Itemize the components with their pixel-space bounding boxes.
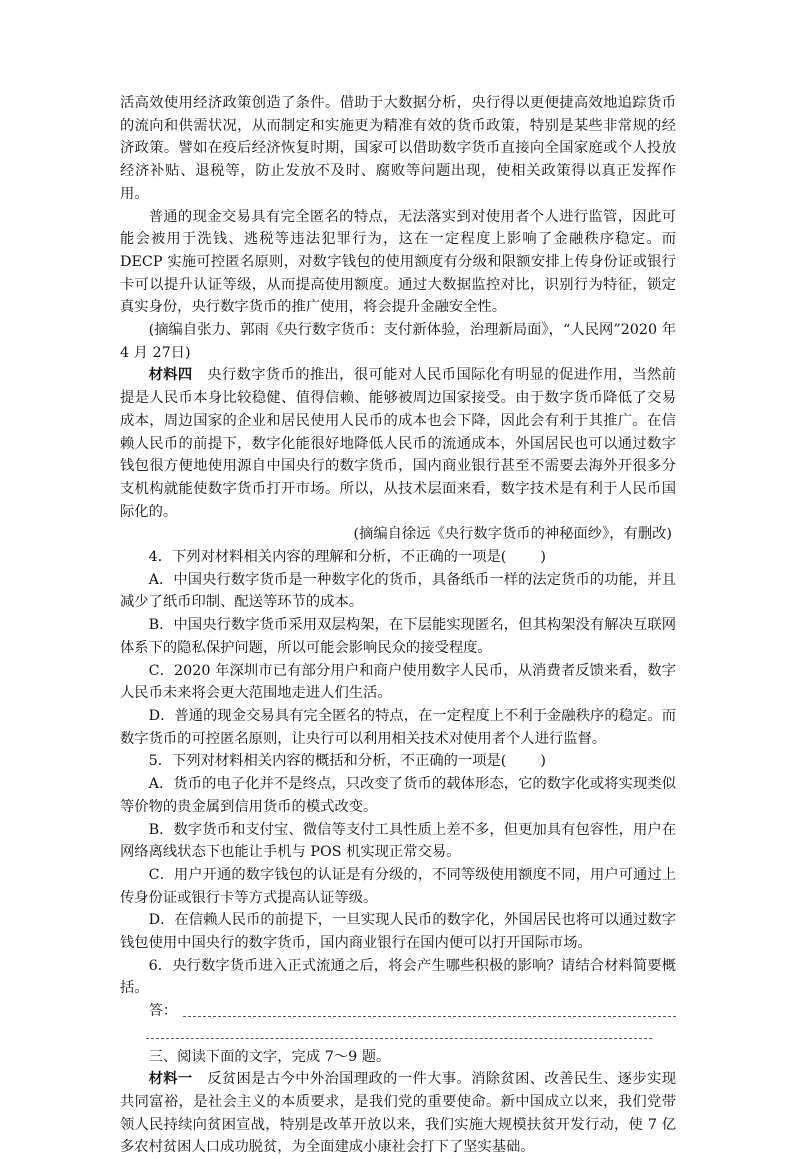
question-4-option-d: D．普通的现金交易具有完全匿名的特点，在一定程度上不利于金融秩序的稳定。而数字货币的可控匿名原则，让央行可以利用相关技术对使用者个人进行监督。 [120,707,676,747]
material-four-label: 材料四 [148,367,193,384]
source-citation-2: (摘编自徐远《央行数字货币的神秘面纱》，有删改) [353,526,672,543]
paragraph-anonymity: 普通的现金交易具有完全匿名的特点，无法落实到对使用者个人进行监管，因此可能会被用于洗钱、逃税等违法犯罪行为，这在一定程度上影响了金融秩序稳定。而DECP 实施可控匿名原则，对数字钱包的使用额度有分级和限额安排上传身份证或银行卡可以提升认证等级，从而提高使用额度。通过大数据监控对比，识别行为特征，锁定真实身份，央行数字货币的推广使用，将会提升金融安全性。 [120,208,676,316]
material-one-text: 反贫困是古今中外治国理政的一件大事。消除贫困、改善民生、逐步实现共同富裕，是社会主义的本质要求，是我们党的重要使命。新中国成立以来，我们党带领人民持续向贫困宣战，特别是改革开放以来，我们实施大规模扶贫开发行动，使 7 亿多农村贫困人口成功脱贫，为全面建成小康社会打下了坚实基础。 [120,1071,677,1156]
answer-label: 答： [148,1003,178,1020]
question-4-option-c: C．2020 年深圳市已有部分用户和商户使用数字人民币，从消费者反馈来看，数字人民币未来将会更大范围地走进人们生活。 [120,662,676,702]
question-5: 5．下列对材料相关内容的概括和分析，不正确的一项是( ) [148,753,546,770]
question-5-option-b: B．数字货币和支付宝、微信等支付工具性质上差不多，但更加具有包容性，用户在网络离线状态下也能让手机与 POS 机实现正常交易。 [120,821,676,861]
source-citation-1: (摘编自张力、郭雨《央行数字货币：支付新体验，治理新局面》，“人民网”2020 年 4 月 27日) [120,322,676,361]
material-four-text: 央行数字货币的推出，很可能对人民币国际化有明显的促进作用，当然前提是人民币本身比较稳健、值得信赖、能够被周边国家接受。由于数字货币降低了交易成本，周边国家的企业和居民使用人民币的成本也会下降，因此会有利于其推广。在信赖人民币的前提下，数字化能很好地降低人民币的流通成本，外国居民也可以通过数字钱包很方便地使用源自中国央行的数字货币，国内商业银行甚至不需要去海外开很多分支机构就能使数字货币打开市场。所以，从技术层面来看，数字技术是有利于人民币国际化的。 [120,367,677,520]
question-4: 4．下列对材料相关内容的理解和分析，不正确的一项是( ) [148,549,546,566]
question-5-option-c: C．用户开通的数字钱包的认证是有分级的，不同等级使用额度不同，用户可通过上传身份证或银行卡等方式提高认证等级。 [120,866,676,906]
question-4-option-b: B．中国央行数字货币采用双层构架，在下层能实现匿名，但其构架没有解决互联网体系下的隐私保护问题，所以可能会影响民众的接受程度。 [120,617,676,656]
material-four [120,364,676,523]
question-5-option-a: A．货币的电子化并不是终点，只改变了货币的载体形态，它的数字化或将实现类似等价物的贵金属到信用货币的模式改变。 [120,776,676,815]
document-page [120,92,676,1159]
question-6: 6．央行数字货币进入正式流通之后，将会产生哪些积极的影响？请结合材料简要概括。 [120,957,676,997]
section-three-material-one [120,1068,676,1159]
material-one-label: 材料一 [148,1071,193,1088]
paragraph-economic-policy: 活高效使用经济政策创造了条件。借助于大数据分析，央行得以更便捷高效地追踪货币的流向和供需状况，从而制定和实施更为精准有效的货币政策，特别是某些非常规的经济政策。譬如在疫后经济恢复时期，国家可以借助数字货币直接向全国家庭或个人投放经济补贴、退税等，防止发放不及时、腐败等问题出现，使相关政策得以真正发挥作用。 [120,95,676,202]
answer-line-1[interactable] [120,1000,676,1023]
question-5-option-d: D．在信赖人民币的前提下，一旦实现人民币的数字化，外国居民也将可以通过数字钱包使用中国央行的数字货币，国内商业银行在国内便可以打开国际市场。 [120,912,676,952]
answer-line-2[interactable] [120,1023,676,1046]
question-4-option-a: A．中国央行数字货币是一种数字化的货币，具备纸币一样的法定货币的功能，并且减少了纸币印制、配送等环节的成本。 [120,571,676,611]
section-three-heading: 三、阅读下面的文字，完成 7～9 题。 [148,1048,391,1065]
